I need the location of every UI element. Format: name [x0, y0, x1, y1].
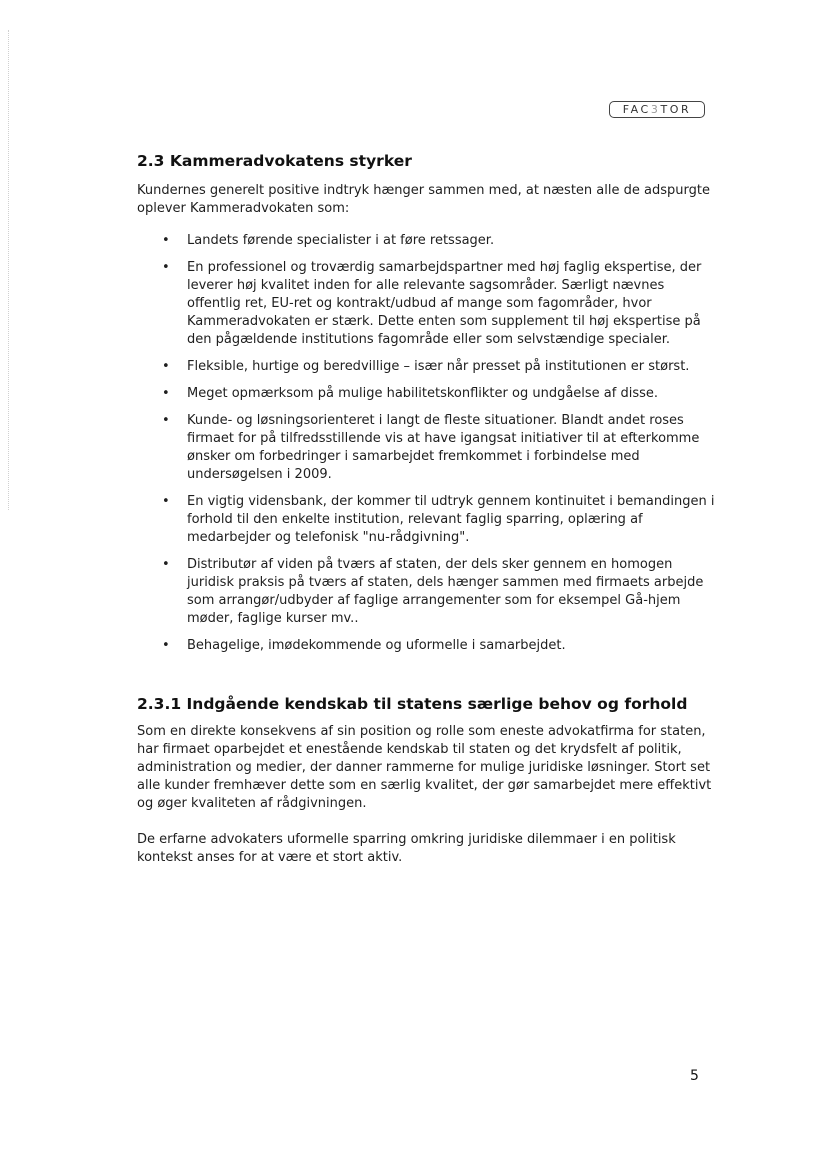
list-item: [137, 232, 717, 250]
bullet-icon: •: [162, 557, 170, 572]
subsection-heading: 2.3.1 Indgående kendskab til statens særlige behov og forhold: [137, 695, 688, 713]
bullet-icon: •: [162, 494, 170, 509]
list-item-text: Fleksible, hurtige og beredvillige – især når presset på institutionen er størst.: [187, 359, 690, 374]
strengths-list: [137, 232, 717, 655]
list-item: [137, 412, 717, 484]
factor-logo: [609, 101, 705, 118]
list-item: [137, 556, 717, 628]
section-heading: 2.3 Kammeradvokatens styrker: [137, 152, 412, 170]
bullet-icon: •: [162, 413, 170, 428]
page-content: [137, 150, 717, 867]
bullet-icon: •: [162, 359, 170, 374]
subsection-paragraph: Som en direkte konsekvens af sin position og rolle som eneste advokatfirma for staten, har firmaet oparbejdet et enestående kendskab til staten og det krydsfelt af politik, administration og medier, der danner rammerne for mulige juridiske løsninger. Stort set alle kunder fremhæver dette som en særlig kvalitet, der gør samarbejdet mere effektivt og øger kvaliteten af rådgivningen.: [137, 724, 712, 811]
list-item-text: Landets førende specialister i at føre retssager.: [187, 233, 495, 248]
list-item: [137, 637, 717, 655]
list-item: [137, 358, 717, 376]
page-number: 5: [690, 1068, 699, 1084]
list-item-text: Kunde- og løsningsorienteret i langt de fleste situationer. Blandt andet roses firmaet for på tilfredsstillende vis at have igangsat initiativer til at efterkomme ønsker om forbedringer i samarbejdet fremkommet i forbindelse med undersøgelsen i 2009.: [187, 413, 700, 482]
bullet-icon: •: [162, 638, 170, 653]
list-item-text: En vigtig vidensbank, der kommer til udtryk gennem kontinuitet i bemandingen i forhold til den enkelte institution, relevant faglig sparring, oplæring af medarbejder og telefonisk "nu-rådgivning".: [187, 494, 715, 545]
logo-text-before: FAC: [622, 103, 651, 116]
logo-glyph: 3: [650, 103, 661, 116]
subsection-paragraph: De erfarne advokaters uformelle sparring omkring juridiske dilemmaer i en politisk kontekst anses for at være et stort aktiv.: [137, 832, 676, 865]
list-item-text: Distributør af viden på tværs af staten, der dels sker gennem en homogen juridisk praksis på tværs af staten, dels hænger sammen med firmaets arbejde som arrangør/udbyder af faglige arrangementer som for eksempel Gå-hjem møder, faglige kurser mv..: [187, 557, 704, 626]
list-item: [137, 493, 717, 547]
list-item-text: Meget opmærksom på mulige habilitetskonflikter og undgåelse af disse.: [187, 386, 659, 401]
list-item: [137, 385, 717, 403]
bullet-icon: •: [162, 386, 170, 401]
list-item-text: Behagelige, imødekommende og uformelle i samarbejdet.: [187, 638, 566, 653]
logo-text-after: TOR: [660, 103, 692, 116]
list-item: [137, 259, 717, 349]
section-intro: Kundernes generelt positive indtryk hænger sammen med, at næsten alle de adspurgte oplever Kammeradvokaten som:: [137, 183, 710, 216]
list-item-text: En professionel og troværdig samarbejdspartner med høj faglig ekspertise, der leverer høj kvalitet inden for alle relevante sagsområder. Særligt nævnes offentlig ret, EU-ret og kontrakt/udbud af mange som fagområder, hvor Kammeradvokaten er stærk. Dette enten som supplement til høj ekspertise på den pågældende institutions fagområde eller som selvstændige specialer.: [187, 260, 702, 347]
bullet-icon: •: [162, 233, 170, 248]
bullet-icon: •: [162, 260, 170, 275]
scan-edge-line: [8, 30, 9, 510]
